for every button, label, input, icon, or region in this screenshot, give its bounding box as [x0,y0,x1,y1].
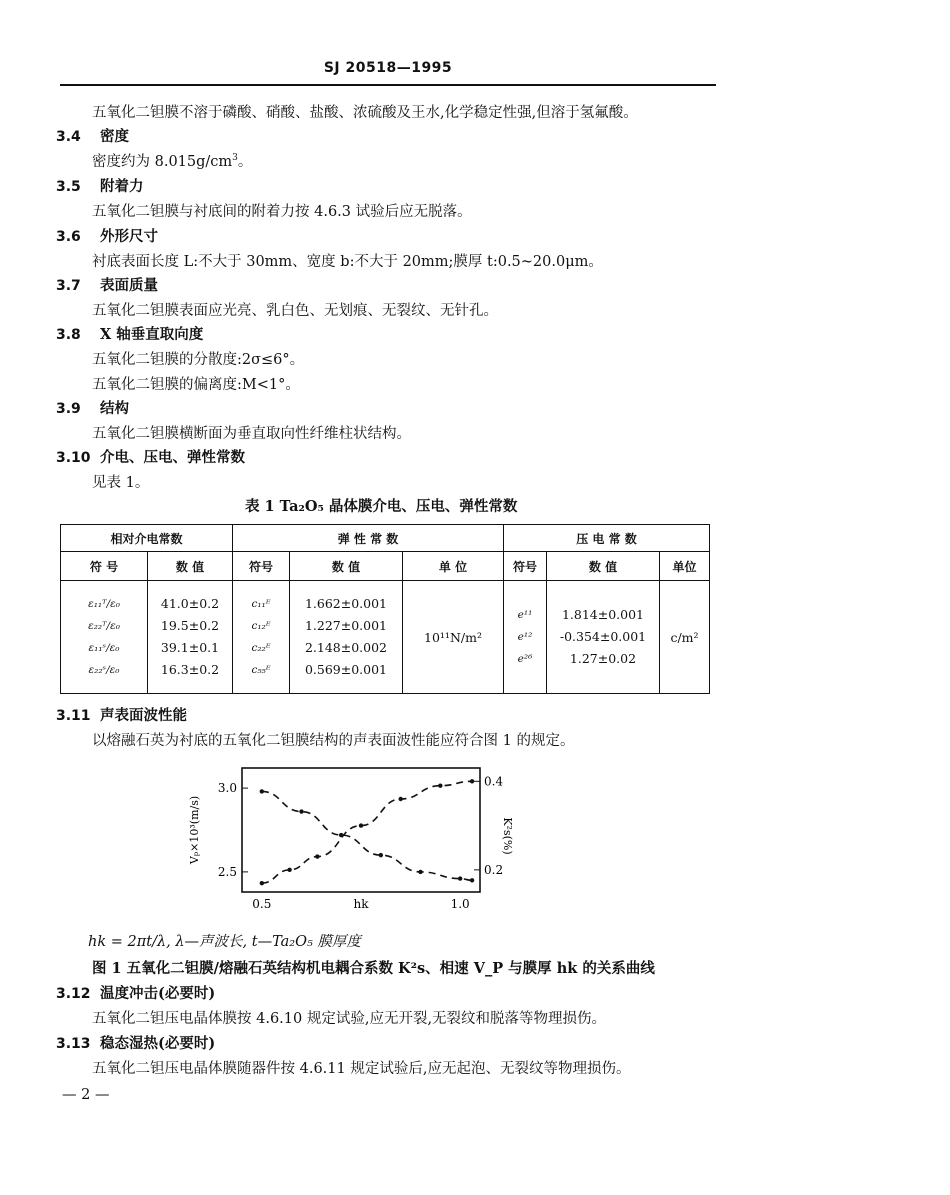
figure-1-chart [180,760,530,920]
dielectric-value: 41.0±0.2 [160,596,220,611]
data-point-Vp [379,853,383,857]
elastic-unit: 10¹¹N/m² [403,581,504,694]
data-point-K2s [438,784,442,788]
text-line: 衬底表面长度 L:不大于 30mm、宽度 b:不大于 20mm;膜厚 t:0.5~20.0μm。 [92,254,603,270]
data-point-Vp [418,870,422,874]
dielectric-value: 16.3±0.2 [160,662,220,677]
column-header: 单位 [660,552,710,581]
section-3-11 [56,707,187,725]
elastic-value: 1.227±0.001 [304,618,388,633]
dielectric-symbol: ε₁₁ᵀ/ε₀ [88,598,120,610]
chart-svg [180,760,530,920]
dielectric-symbol: ε₂₂ˢ/ε₀ [88,664,120,676]
section-3-6 [56,228,158,246]
data-point-K2s [398,797,402,801]
column-header: 符号 [504,552,547,581]
section-title: 外形尺寸 [100,228,158,245]
section-number: 3.13 [56,1036,91,1052]
section-title: 附着力 [100,178,144,195]
section-3-9 [56,400,129,418]
constants-table [60,524,710,694]
data-point-K2s [315,854,319,858]
y-left-tick-label: 2.5 [217,864,237,879]
series-line-K2s [262,781,472,883]
text-line: 五氧化二钽膜与衬底间的附着力按 4.6.3 试验后应无脱落。 [92,204,472,220]
text-line: 五氧化二钽膜表面应光亮、乳白色、无划痕、无裂纹、无针孔。 [92,303,498,319]
text-line: 五氧化二钽膜横断面为垂直取向性纤维柱状结构。 [92,426,411,442]
piezo-symbol: e¹² [517,631,533,643]
dielectric-value: 19.5±0.2 [160,618,220,633]
data-point-K2s [470,779,474,783]
elastic-value: 1.662±0.001 [304,596,388,611]
table-caption: 表 1 Ta₂O₅ 晶体膜介电、压电、弹性常数 [245,498,518,515]
piezo-value-cell [547,581,660,694]
piezo-symbol: e¹¹ [517,609,533,621]
hk-definition: hk = 2πt/λ, λ—声波长, t—Ta₂O₅ 膜厚度 [88,934,361,950]
text-line: 五氧化二钽压电晶体膜随器件按 4.6.11 规定试验后,应无起泡、无裂纹等物理损伤。 [92,1061,631,1077]
column-header: 数 值 [148,552,233,581]
piezo-value: 1.814±0.001 [561,607,645,622]
section-title: 介电、压电、弹性常数 [100,449,245,466]
document-number: SJ 20518—1995 [323,60,453,76]
section-3-12 [56,985,215,1003]
data-point-Vp [260,789,264,793]
piezo-value: -0.354±0.001 [559,629,647,644]
dielectric-symbol: ε₂₂ᵀ/ε₀ [88,620,120,632]
density-sup: 3 [232,153,238,164]
elastic-symbol-cell [233,581,290,694]
data-point-K2s [359,823,363,827]
section-number: 3.11 [56,708,91,724]
plot-frame [242,768,480,892]
figure-caption: 图 1 五氧化二钽膜/熔融石英结构机电耦合系数 K²s、相速 V_P 与膜厚 hk 的关系曲线 [92,960,655,977]
column-header: 单 位 [403,552,504,581]
section-3-8 [56,326,203,344]
section-3-10 [56,449,245,467]
section-number: 3.8 [56,327,81,343]
text-line: 五氧化二钽膜的分散度:2σ≤6°。 [92,352,305,368]
data-point-Vp [458,876,462,880]
dielectric-value-cell [148,581,233,694]
text-line: 见表 1。 [92,475,150,491]
data-point-Vp [299,809,303,813]
column-header: 数 值 [547,552,660,581]
section-title: 稳态湿热(必要时) [100,1035,216,1052]
section-3-5 [56,178,144,196]
column-header: 符 号 [61,552,148,581]
text-line: 以熔融石英为衬底的五氧化二钽膜结构的声表面波性能应符合图 1 的规定。 [92,733,575,749]
elastic-value: 0.569±0.001 [304,662,388,677]
elastic-symbol: c₁₂ᴱ [251,620,271,632]
piezo-symbol-cell [504,581,547,694]
text-line: 五氧化二钽膜不溶于磷酸、硝酸、盐酸、浓硫酸及王水,化学稳定性强,但溶于氢氟酸。 [92,105,638,121]
section-title: 表面质量 [100,277,158,294]
section-title: X 轴垂直取向度 [100,326,204,343]
section-number: 3.10 [56,450,91,466]
text-line: 五氧化二钽膜的偏离度:M<1°。 [92,377,300,393]
section-title: 声表面波性能 [100,707,187,724]
column-header: 数 值 [290,552,403,581]
section-number: 3.5 [56,179,81,195]
section-number: 3.9 [56,401,81,417]
data-point-K2s [287,868,291,872]
x-tick-label: 1.0 [450,897,470,911]
x-tick-label: 0.5 [252,897,272,911]
y-right-tick-label: 0.4 [484,774,504,789]
y-left-axis-title: Vₚ×10³(m/s) [188,795,201,865]
y-right-tick-label: 0.2 [484,862,504,877]
section-3-7 [56,277,158,295]
y-left-tick-label: 3.0 [217,781,237,796]
density-text-a: 密度约为 8.015g/cm [92,154,233,170]
elastic-symbol: c₅₅ᴱ [251,664,271,676]
group-header-elastic: 弹 性 常 数 [233,525,504,552]
dielectric-value: 39.1±0.1 [160,640,220,655]
group-header-piezo: 压 电 常 数 [504,525,710,552]
elastic-symbol: c₂₂ᴱ [251,642,271,654]
dielectric-symbol-cell [61,581,148,694]
section-3-4 [56,128,129,146]
data-point-K2s [260,881,264,885]
section-number: 3.4 [56,129,81,145]
text-line: 五氧化二钽压电晶体膜按 4.6.10 规定试验,应无开裂,无裂纹和脱落等物理损伤。 [92,1011,607,1027]
piezo-unit: c/m² [660,581,710,694]
section-number: 3.6 [56,229,81,245]
section-title: 温度冲击(必要时) [100,985,216,1002]
y-right-axis-title: K²s(%) [501,817,514,855]
section-3-13 [56,1035,215,1053]
column-header: 符号 [233,552,290,581]
elastic-value-cell [290,581,403,694]
page-number: — 2 — [62,1087,110,1103]
data-point-Vp [470,878,474,882]
group-header-dielectric: 相对介电常数 [61,525,233,552]
piezo-value: 1.27±0.02 [569,651,637,666]
header-rule [60,84,716,86]
section-number: 3.7 [56,278,81,294]
dielectric-symbol: ε₁₁ˢ/ε₀ [88,642,120,654]
density-text-b: 。 [237,154,253,170]
series-line-Vp [262,791,472,880]
section-title: 结构 [100,400,129,417]
section-number: 3.12 [56,986,91,1002]
density-text [92,153,252,171]
piezo-symbol: e²⁶ [517,653,533,665]
x-axis-label: hk [353,897,369,911]
section-title: 密度 [100,128,129,145]
elastic-symbol: c₁₁ᴱ [251,598,271,610]
elastic-value: 2.148±0.002 [304,640,388,655]
